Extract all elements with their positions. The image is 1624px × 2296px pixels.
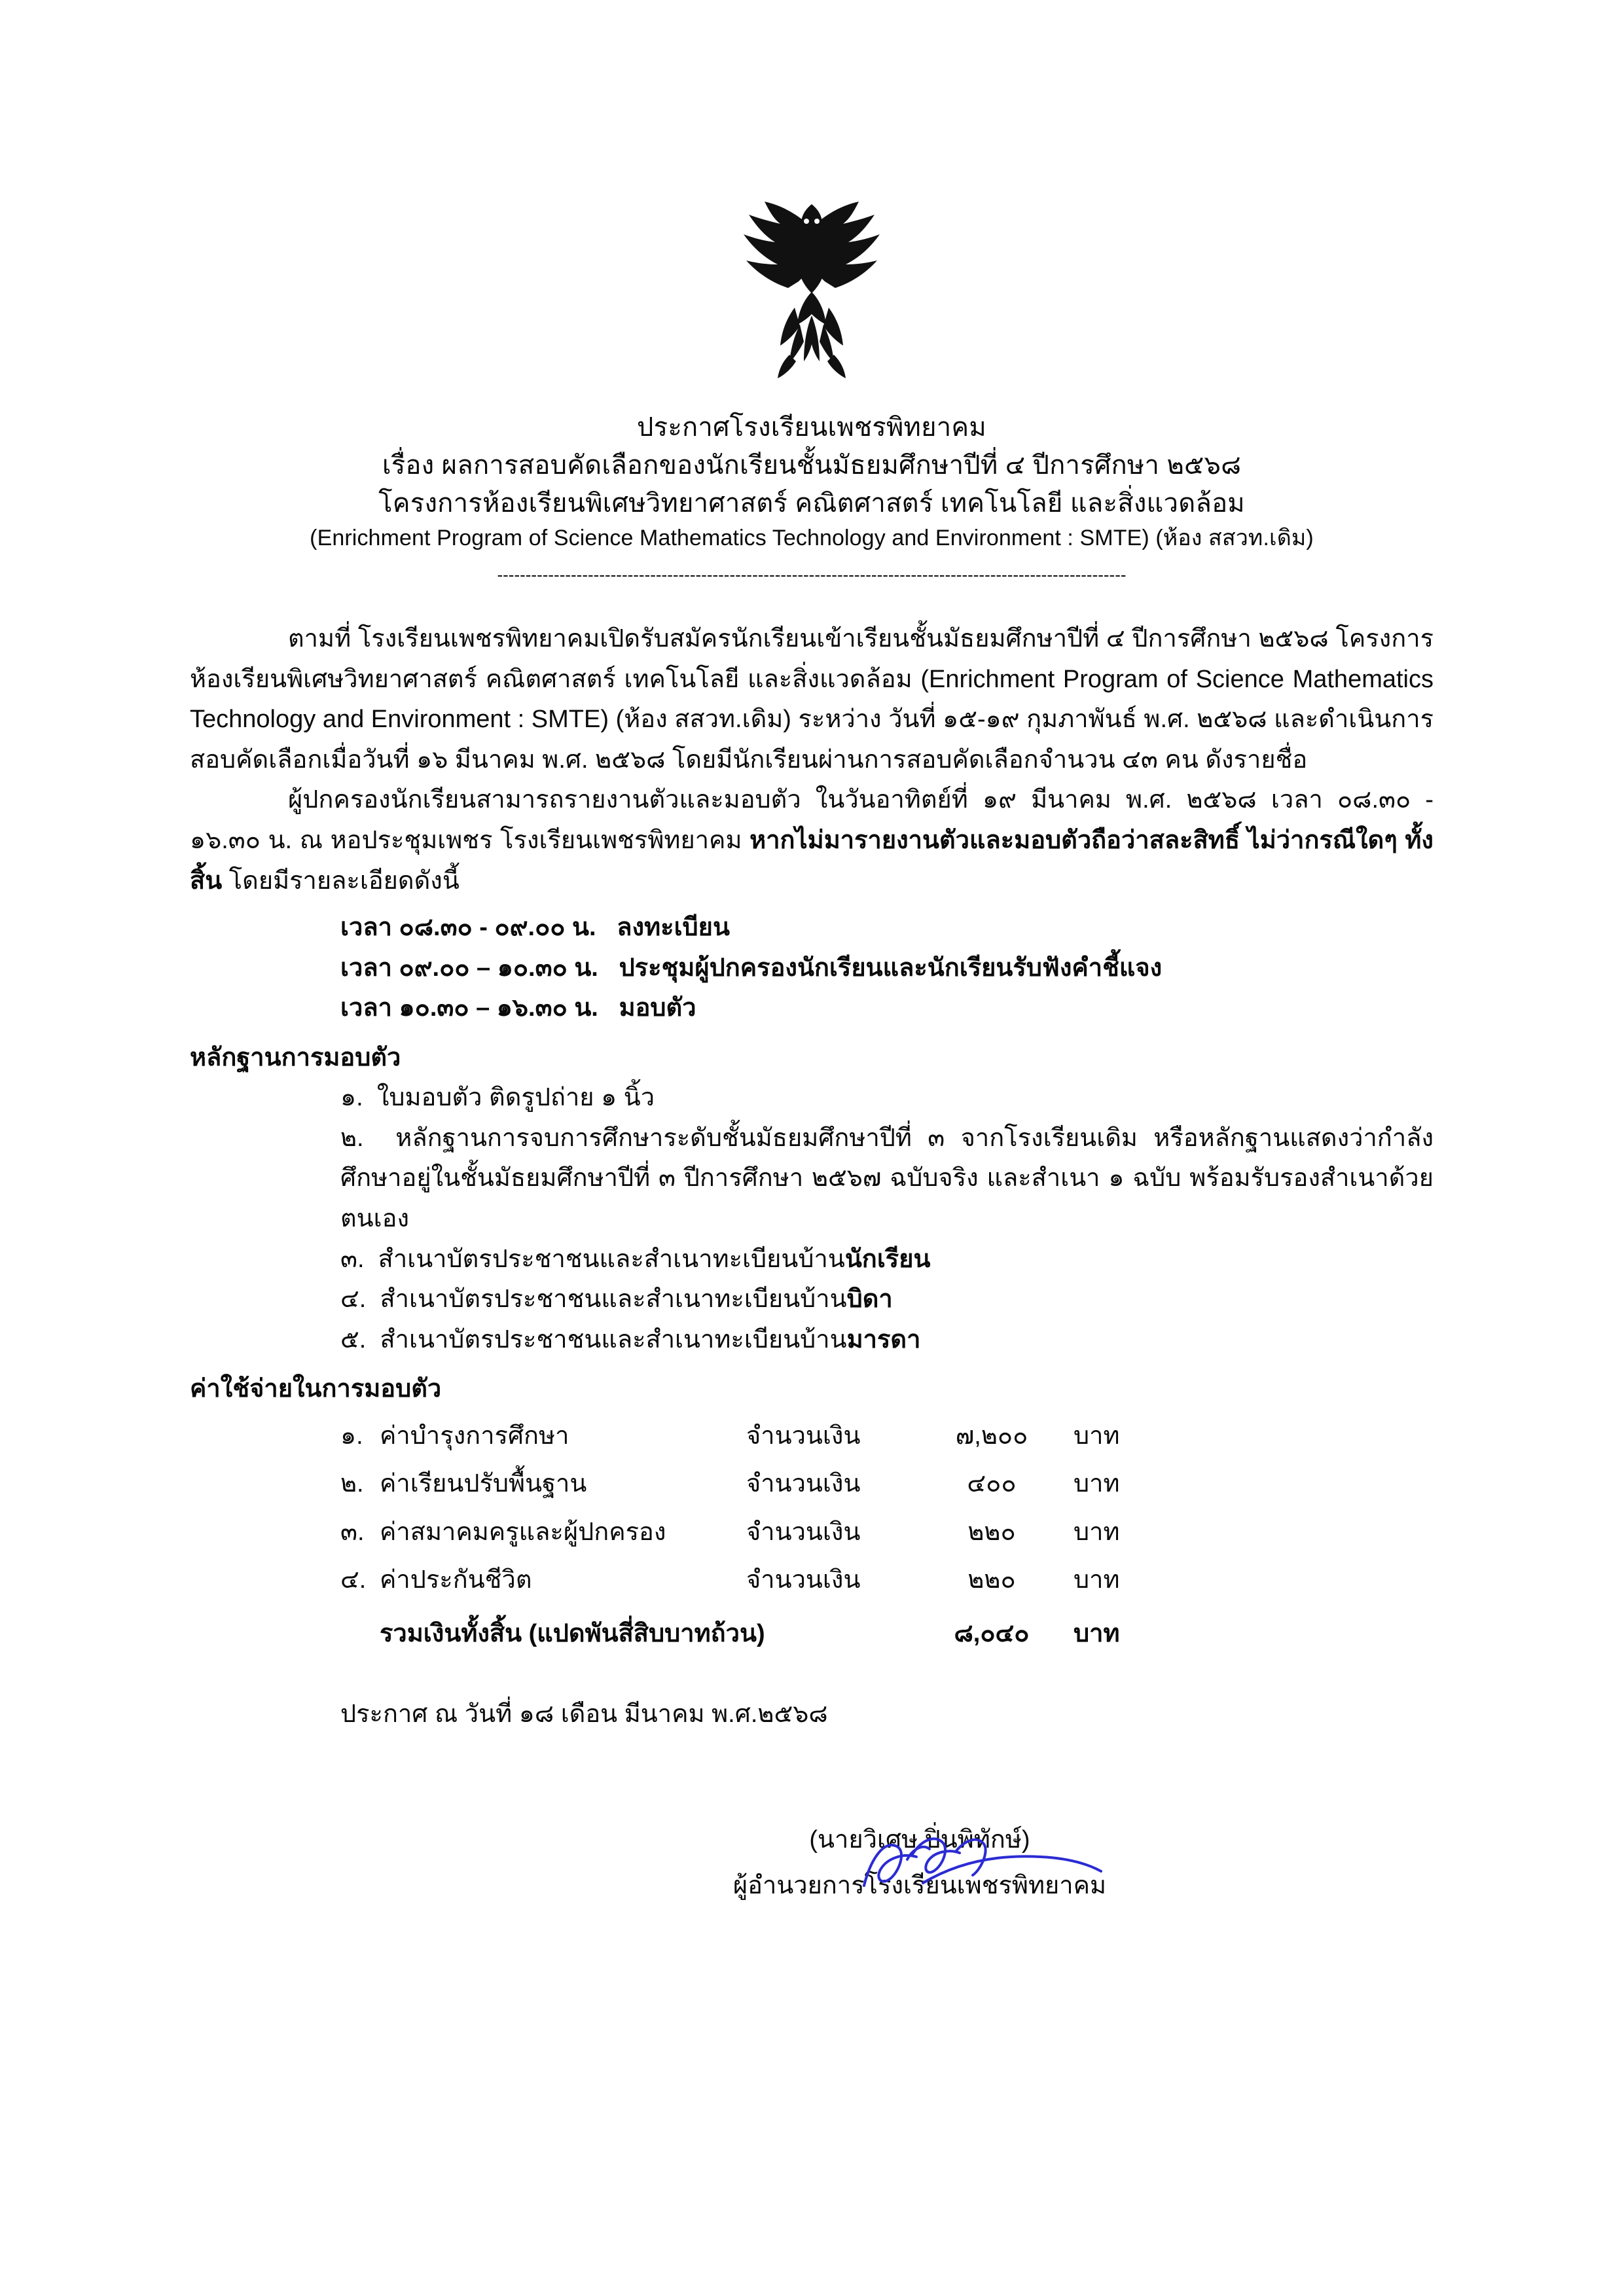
fees-amount: ๗,๒๐๐	[955, 1422, 1028, 1450]
heading-line-3: โครงการห้องเรียนพิเศษวิทยาศาสตร์ คณิตศาสตร์ เทคโนโลยี และสิ่งแวดล้อม	[378, 489, 1245, 518]
fees-unit: บาท	[1074, 1566, 1120, 1594]
fees-row	[340, 1556, 1178, 1605]
documents-item-text: หลักฐานการจบการศึกษาระดับชั้นมัธยมศึกษาปีที่ ๓ จากโรงเรียนเดิม หรือหลักฐานแสดงว่ากำลังศึกษาอยู่ในชั้นมัธยมศึกษาปีที่ ๓ ปีการศึกษา ๒๕๖๗ ฉบับจริง และสำเนา ๑ ฉบับ พร้อมรับรองสำเนาด้วยตนเอง	[340, 1124, 1434, 1232]
documents-list	[190, 1078, 1434, 1360]
signature-name: (นายวิเศษ ปิ่นพิทักษ์)	[809, 1825, 1030, 1854]
document-content	[190, 0, 1434, 1984]
schedule-activity: ลงทะเบียน	[617, 914, 730, 942]
schedule-activity: ประชุมผู้ปกครองนักเรียนและนักเรียนรับฟังคำชี้แจง	[619, 954, 1163, 982]
schedule-item	[190, 988, 1434, 1029]
fees-unit: บาท	[1074, 1422, 1120, 1450]
fees-description: ค่าเรียนปรับพื้นฐาน	[380, 1470, 587, 1498]
fees-unit: บาท	[1074, 1518, 1120, 1546]
fees-number: ๓.	[340, 1518, 365, 1546]
schedule-time: เวลา ๐๘.๓๐ - ๐๙.๐๐ น.	[340, 914, 596, 942]
fees-description: ค่าสมาคมครูและผู้ปกครอง	[380, 1518, 666, 1546]
documents-item-number: ๕.	[340, 1325, 367, 1354]
documents-item-text: สำเนาบัตรประชาชนและสำเนาทะเบียนบ้าน	[380, 1325, 847, 1354]
fees-row	[340, 1412, 1178, 1461]
documents-list-item	[190, 1078, 1434, 1119]
fees-amount-label: จำนวนเงิน	[746, 1470, 861, 1498]
fees-number: ๔.	[340, 1566, 367, 1594]
fees-unit: บาท	[1074, 1470, 1120, 1498]
fees-amount-label: จำนวนเงิน	[746, 1422, 861, 1450]
paragraph-background: ตามที่ โรงเรียนเพชรพิทยาคมเปิดรับสมัครนักเรียนเข้าเรียนชั้นมัธยมศึกษาปีที่ ๔ ปีการศึกษา ๒๕๖๘ โครงการห้องเรียนพิเศษวิทยาศาสตร์ คณิตศาสตร์ เทคโนโลยี และสิ่งแวดล้อม (Enrichment Program of Science Mathematics Technology and Environment : SMTE) (ห้อง สสวท.เดิม) ระหว่าง วันที่ ๑๕-๑๙ กุมภาพันธ์ พ.ศ. ๒๕๖๘ และดำเนินการสอบคัดเลือกเมื่อวันที่ ๑๖ มีนาคม พ.ศ. ๒๕๖๘ โดยมีนักเรียนผ่านการสอบคัดเลือกจำนวน ๔๓ คน ดังรายชื่อ	[190, 625, 1434, 774]
document-body	[190, 619, 1434, 1984]
fees-amount-label: จำนวนเงิน	[746, 1518, 861, 1546]
schedule-activity: มอบตัว	[619, 994, 696, 1022]
fees-table	[340, 1412, 1178, 1659]
fees-number: ๑.	[340, 1422, 363, 1450]
schedule-time: เวลา ๑๐.๓๐ – ๑๖.๓๐ น.	[340, 994, 598, 1022]
fees-total-unit: บาท	[1074, 1619, 1120, 1647]
documents-item-emphasis: มารดา	[846, 1325, 921, 1354]
fees-number: ๒.	[340, 1470, 364, 1498]
schedule-list	[190, 908, 1434, 1029]
documents-list-item	[190, 1119, 1434, 1240]
documents-item-number: ๔.	[340, 1285, 367, 1314]
schedule-time: เวลา ๐๙.๐๐ – ๑๐.๓๐ น.	[340, 954, 598, 982]
paragraph-report-in-warning: หากไม่มารายงานตัวและมอบตัวถือว่าสละสิทธิ์ ไม่ว่ากรณีใดๆ ทั้งสิ้น	[190, 827, 1434, 895]
documents-item-emphasis: บิดา	[846, 1285, 893, 1314]
paragraph-report-in-part2: โดยมีรายละเอียดดังนี้	[222, 867, 460, 895]
fees-row	[340, 1460, 1178, 1509]
fees-total-amount: ๘,๐๔๐	[954, 1619, 1030, 1647]
document-heading	[190, 408, 1434, 585]
section-title-documents: หลักฐานการมอบตัว	[190, 1043, 401, 1071]
signature-block	[190, 1820, 1434, 1984]
fees-description: ค่าประกันชีวิต	[380, 1566, 532, 1594]
documents-item-number: ๑.	[340, 1084, 363, 1112]
fees-amount-label: จำนวนเงิน	[746, 1566, 861, 1594]
signature-position: ผู้อำนวยการโรงเรียนเพชรพิทยาคม	[732, 1871, 1107, 1899]
documents-item-number: ๓.	[340, 1245, 365, 1273]
fees-description: ค่าบำรุงการศึกษา	[380, 1422, 569, 1450]
documents-item-number: ๒.	[340, 1124, 364, 1152]
fees-row	[340, 1509, 1178, 1557]
fees-total-row	[340, 1605, 1178, 1659]
fees-amount: ๒๒๐	[967, 1566, 1016, 1594]
documents-list-item	[190, 1320, 1434, 1361]
documents-list-item	[190, 1240, 1434, 1280]
documents-item-emphasis: นักเรียน	[844, 1245, 931, 1273]
documents-item-text: ใบมอบตัว ติดรูปถ่าย ๑ นิ้ว	[376, 1084, 655, 1112]
heading-line-2: เรื่อง ผลการสอบคัดเลือกของนักเรียนชั้นมัธยมศึกษาปีที่ ๔ ปีการศึกษา ๒๕๖๘	[382, 451, 1242, 480]
garuda-emblem-icon	[727, 190, 897, 386]
fees-total-label: รวมเงินทั้งสิ้น (แปดพันสี่สิบบาทถ้วน)	[380, 1619, 765, 1647]
documents-item-text: สำเนาบัตรประชาชนและสำเนาทะเบียนบ้าน	[380, 1285, 847, 1314]
schedule-item	[190, 908, 1434, 948]
paragraph-report-in-part1: ผู้ปกครองนักเรียนสามารถรายงานตัวและมอบตัว ในวันอาทิตย์ที่ ๑๙ มีนาคม พ.ศ. ๒๕๖๘ เวลา ๐๘.๓๐ - ๑๖.๓๐ น. ณ หอประชุมเพชร โรงเรียนเพชรพิทยาคม	[190, 786, 1434, 855]
fees-amount: ๒๒๐	[967, 1518, 1016, 1546]
signature-ink-icon	[844, 1820, 1119, 1918]
heading-line-4: (Enrichment Program of Science Mathematics Technology and Environment : SMTE) (ห้อง สสวท.เดิม)	[310, 526, 1314, 550]
documents-list-item	[190, 1280, 1434, 1320]
heading-line-1: ประกาศโรงเรียนเพชรพิทยาคม	[637, 413, 986, 442]
section-title-fees: ค่าใช้จ่ายในการมอบตัว	[190, 1375, 442, 1403]
announcement-date: ประกาศ ณ วันที่ ๑๘ เดือน มีนาคม พ.ศ.๒๕๖๘	[340, 1700, 828, 1729]
paragraph-report-in	[190, 780, 1434, 901]
schedule-item	[190, 948, 1434, 989]
divider-dashed: ---------------------------------------------------------------------------------------------------------------	[497, 565, 1127, 585]
fees-amount: ๔๐๐	[967, 1470, 1017, 1498]
documents-item-text: สำเนาบัตรประชาชนและสำเนาทะเบียนบ้าน	[378, 1245, 845, 1273]
emblem-container	[190, 0, 1434, 386]
